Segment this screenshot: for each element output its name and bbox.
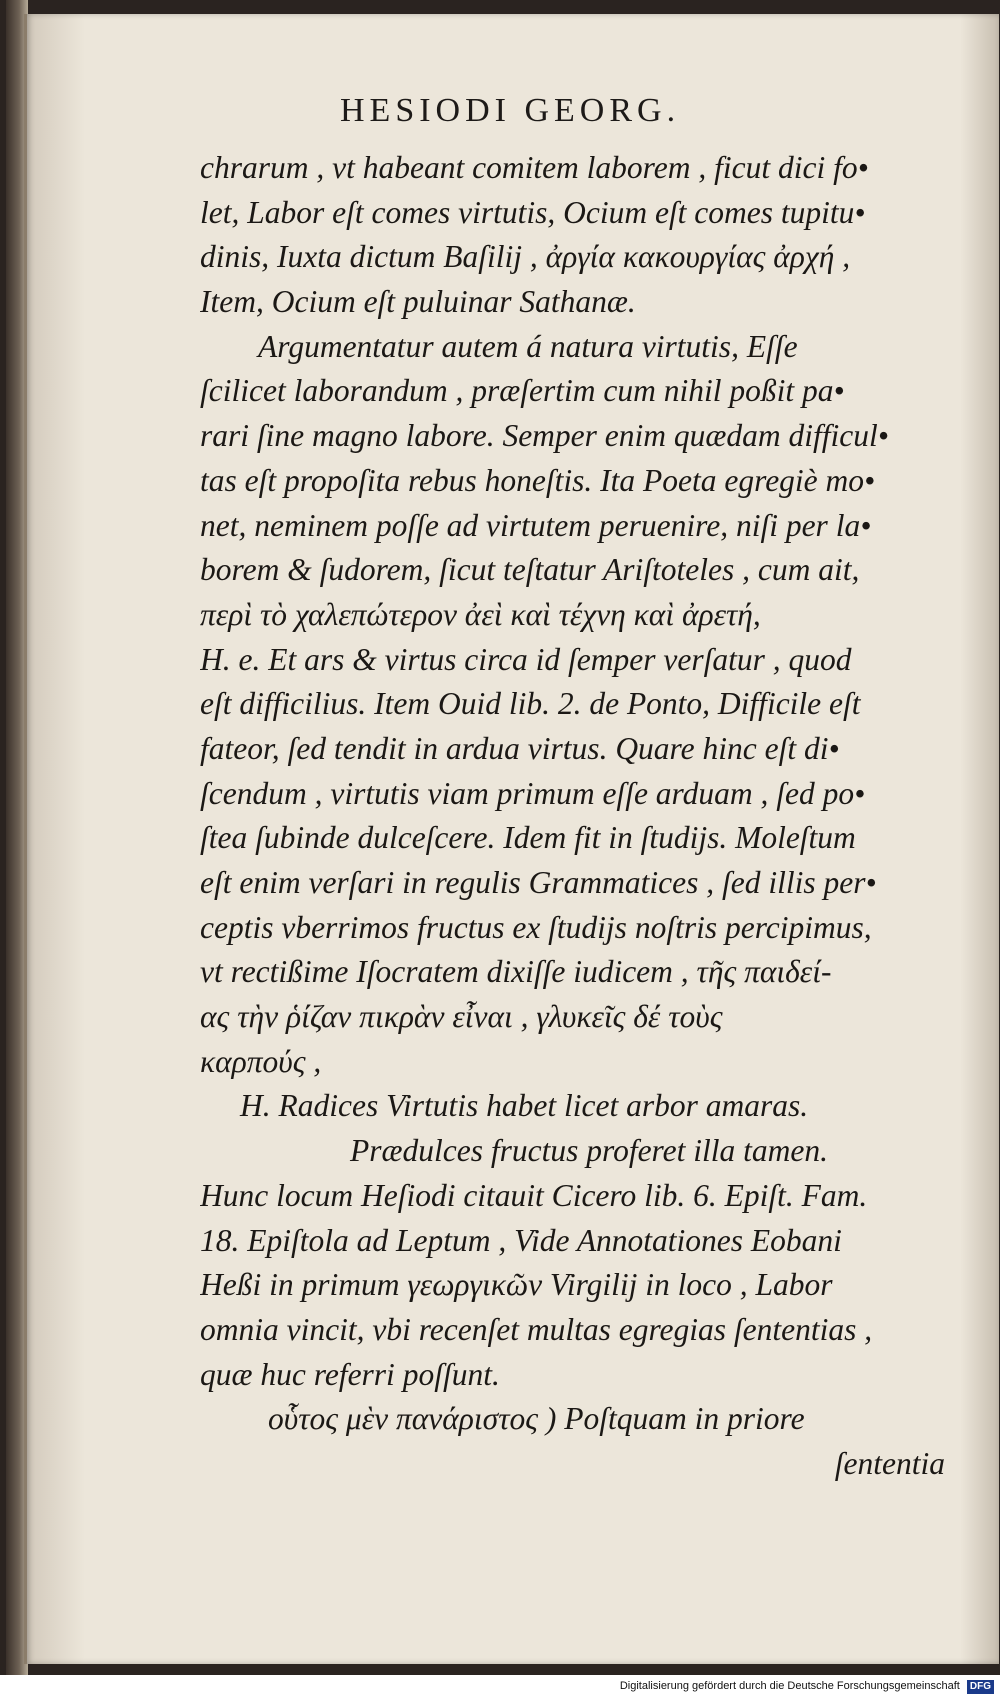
greek-line: ας τὴν ῥίζαν πικρὰν εἶναι , γλυκεῖς δέ τοὺς bbox=[200, 999, 723, 1035]
verse-line: Prædulces fructus proferet illa tamen. bbox=[350, 1133, 828, 1169]
text-line: Heßi in primum γεωργικῶν Virgilij in loco , Labor bbox=[200, 1267, 833, 1303]
text-line: net, neminem poſſe ad virtutem peruenire, niſi per la• bbox=[200, 507, 872, 543]
text-line: ſcilicet laborandum , præſertim cum nihil poßit pa• bbox=[200, 373, 845, 409]
text-line: H. e. Et ars & virtus circa id ſemper verſatur , quod bbox=[200, 641, 852, 677]
text-line: tas eſt propoſita rebus honeſtis. Ita Poeta egregiè mo• bbox=[200, 462, 876, 498]
catchword: ſententia bbox=[834, 1445, 945, 1481]
greek-line: καρπούς , bbox=[200, 1043, 322, 1079]
text-line: chrarum , vt habeant comitem laborem , ficut dici fo• bbox=[200, 150, 869, 185]
text-line: eſt enim verſari in regulis Grammatices , ſed illis per• bbox=[200, 865, 877, 900]
page-body bbox=[200, 146, 945, 1487]
text-line: Hunc locum Heſiodi citauit Cicero lib. 6. Epiſt. Fam. bbox=[200, 1177, 868, 1213]
text-line: borem & ſudorem, ſicut teſtatur Ariſtoteles , cum ait, bbox=[200, 552, 860, 588]
digitization-footer bbox=[0, 1675, 1000, 1697]
running-header: HESIODI GEORG. bbox=[340, 92, 681, 129]
text-line: omnia vincit, vbi recenſet multas egregias ſententias , bbox=[200, 1311, 873, 1347]
text-line: Item, Ocium eſt puluinar Sathanæ. bbox=[200, 284, 636, 320]
text-line: dinis, Iuxta dictum Baſilij , ἀργία κακουργίας ἀρχή , bbox=[200, 239, 851, 275]
greek-line: περὶ τὸ χαλεπώτερον ἀεὶ καὶ τέχνη καὶ ἀρετή, bbox=[200, 596, 761, 632]
text-line: ſcendum , virtutis viam primum eſſe arduam , ſed po• bbox=[200, 775, 866, 811]
text-line: Argumentatur autem á natura virtutis, Eſſe bbox=[258, 328, 798, 364]
text-line: 18. Epiſtola ad Leptum , Vide Annotationes Eobani bbox=[200, 1222, 842, 1258]
text-line: rari ſine magno labore. Semper enim quædam difficul• bbox=[200, 418, 889, 454]
text-line: let, Labor eſt comes virtutis, Ocium eſt comes tupitu• bbox=[200, 194, 866, 230]
verse-line: H. Radices Virtutis habet licet arbor amaras. bbox=[240, 1088, 809, 1124]
text-line: ceptis vberrimos fructus ex ſtudijs noſtris percipimus, bbox=[200, 909, 872, 945]
text-line: quæ huc referri poſſunt. bbox=[200, 1356, 500, 1392]
text-line: eſt difficilius. Item Ouid lib. 2. de Ponto, Difficile eſt bbox=[200, 686, 861, 722]
lemma-line: οὗτος μὲν πανάριστος ) Poſtquam in priore bbox=[268, 1401, 805, 1437]
text-line: ſtea ſubinde dulceſcere. Idem fit in ſtudijs. Moleſtum bbox=[200, 820, 856, 856]
dfg-logo: DFG bbox=[967, 1680, 994, 1694]
text-line: fateor, ſed tendit in ardua virtus. Quare hinc eſt di• bbox=[200, 730, 840, 766]
text-line: vt rectißime Iſocratem dixiſſe iudicem , τῆς παιδεί- bbox=[200, 954, 832, 990]
footer-text: Digitalisierung gefördert durch die Deutsche Forschungsgemeinschaft bbox=[619, 1680, 960, 1692]
